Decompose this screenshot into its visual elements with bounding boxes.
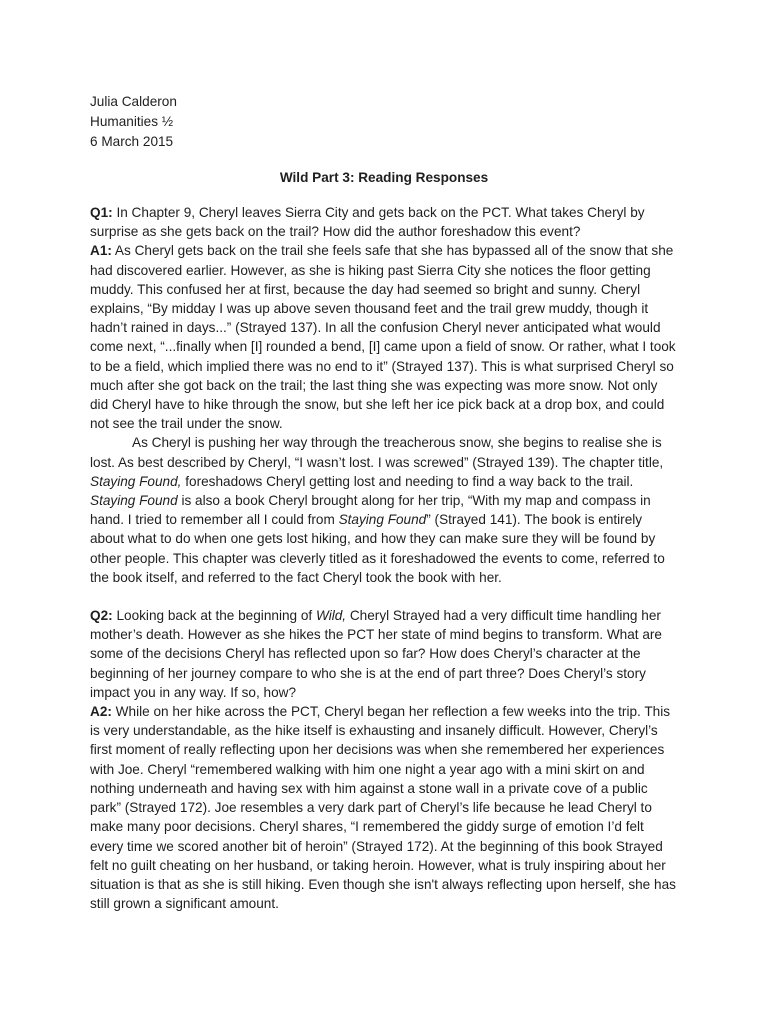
paragraph-gap	[90, 587, 678, 606]
document-title: Wild Part 3: Reading Responses	[279, 170, 489, 185]
question-1-label: Q1:	[90, 205, 113, 220]
question-1-text: In Chapter 9, Cheryl leaves Sierra City and gets back on the PCT. What takes Cheryl by surprise as she gets back on the trail? How did the author foreshadow this event?	[90, 205, 645, 240]
answer-1-paragraph-1	[90, 241, 678, 433]
answer-1-p2-text-c: is also a book Cheryl brought along for her trip, “With my map and compass in hand. I tried to remember all I could from	[90, 493, 651, 528]
answer-1-p2-text-b: foreshadows Cheryl getting lost and needing to find a way back to the trail.	[181, 473, 634, 489]
book-title-italic: Staying Found,	[90, 473, 182, 489]
book-title-italic: Wild,	[315, 608, 347, 624]
answer-1-p2-text-d: ” (Strayed 141). The book is entirely about what to do when one gets lost hiking, and how they can make sure they will be found by other people. This chapter was cleverly titled as it foreshadowed the events to come, referred to the book itself, and referred to the fact Cheryl took the book with her.	[90, 512, 665, 585]
answer-1-p2-text-a: As Cheryl is pushing her way through the treacherous snow, she begins to realise she is lost. As best described by Cheryl, “I wasn’t lost. I was screwed” (Strayed 139). The chapter title,	[90, 435, 664, 470]
answer-2-label: A2:	[90, 704, 112, 720]
answer-2-text: While on her hike across the PCT, Cheryl began her reflection a few weeks into the trip. This is very understandable, as the hike itself is exhausting and insanely difficult. However, Cheryl’s first moment of really reflecting upon her decisions was when she remembered her experiences with Joe. Cheryl “remembered walking with him one night a year ago with a mini skirt on and nothing underneath and having sex with him against a stone wall in a private cove of a public park” (Strayed 172). Joe resembles a very dark part of Cheryl’s life because he lead Cheryl to make many poor decisions. Cheryl shares, “I remembered the giddy surge of emotion I’d felt every time we scored another bit of heroin” (Strayed 172). At the beginning of this book Strayed felt no guilt cheating on her husband, or taking heroin. However, what is truly inspiring about her situation is that as she is still hiking. Even though she isn't always reflecting upon herself, she has still grown a significant amount.	[90, 704, 676, 912]
question-2-label: Q2:	[90, 608, 113, 624]
answer-1-text: As Cheryl gets back on the trail she feels safe that she has bypassed all of the snow that she had discovered earlier. However, as she is hiking past Sierra City she notices the floor getting muddy. This confused her at first, because the day had seemed so bright and sunny. Cheryl explains, “By midday I was up above seven thousand feet and the trail grew muddy, though it hadn’t rained in days...” (Strayed 137). In all the confusion Cheryl never anticipated what would come next, “...finally when [I] rounded a bend, [I] came upon a field of snow. Or rather, what I took to be a field, which implied there was no end to it” (Strayed 137). This is what surprised Cheryl so much after she got back on the trail; the last thing she was expecting was more snow. Not only did Cheryl have to hike through the snow, but she left her ice pick back at a drop box, and could not see the trail under the snow.	[90, 243, 676, 432]
question-2	[90, 606, 678, 702]
answer-1-label: A1:	[90, 243, 112, 259]
author-name: Julia Calderon	[90, 94, 177, 109]
answer-1-paragraph-2	[90, 433, 678, 587]
book-title-italic: Staying Found	[90, 493, 178, 509]
question-1	[90, 203, 678, 241]
question-2-text-a: Looking back at the beginning of	[112, 608, 316, 624]
course-name: Humanities ½	[90, 114, 174, 129]
answer-2	[90, 702, 678, 913]
question-2-text-b: Cheryl Strayed had a very difficult time handling her mother’s death. However as she hikes the PCT her state of mind begins to transform. What are some of the decisions Cheryl has reflected upon so far? How does Cheryl’s character at the beginning of her journey compare to who she is at the end of part three? Does Cheryl’s story impact you in any way. If so, how?	[90, 608, 662, 700]
book-title-italic: Staying Found	[338, 512, 427, 528]
document-date: 6 March 2015	[90, 134, 174, 149]
